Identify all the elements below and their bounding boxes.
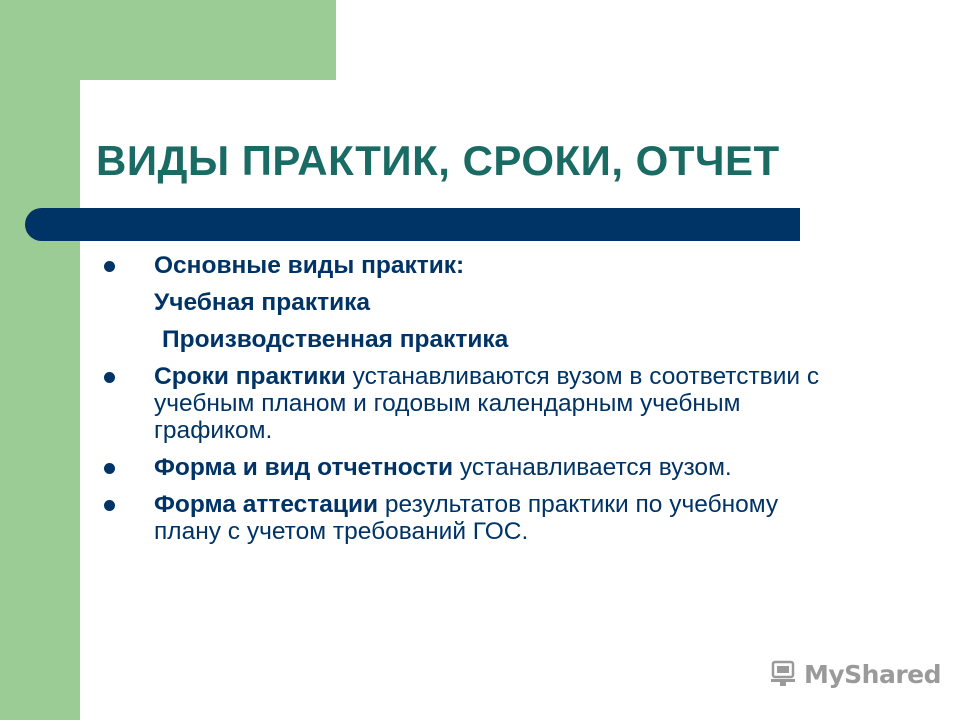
slide-body xyxy=(104,252,844,555)
title-underline-bar xyxy=(25,208,800,241)
bullet-dot-icon xyxy=(104,463,115,474)
watermark-logo[interactable] xyxy=(768,654,941,694)
list-item xyxy=(104,326,844,353)
green-sidebar xyxy=(0,0,80,720)
list-item xyxy=(104,491,844,545)
item-bold-text: Основные виды практик: xyxy=(154,252,465,279)
list-item xyxy=(104,252,844,279)
list-item xyxy=(104,289,844,316)
item-bold-text: Учебная практика xyxy=(154,289,371,316)
green-top-band xyxy=(0,0,336,80)
list-item xyxy=(104,363,844,444)
item-text: устанавливаются вузом в соответствии с учебным планом и годовым календарным учебным графиком. xyxy=(154,363,820,444)
bullet-dot-icon xyxy=(104,261,115,272)
bullet-dot-icon xyxy=(104,500,115,511)
item-bold-text: Форма аттестации xyxy=(154,491,379,518)
slide-title: ВИДЫ ПРАКТИК, СРОКИ, ОТЧЕТ xyxy=(96,137,780,184)
item-text: устанавливается вузом. xyxy=(453,454,732,481)
watermark-text: MyShared xyxy=(804,659,942,689)
item-text: результатов практики по учебному плану с учетом требований ГОС. xyxy=(154,491,779,545)
item-bold-text: Производственная практика xyxy=(162,326,509,353)
item-bold-text: Форма и вид отчетности xyxy=(154,454,454,481)
monitor-icon xyxy=(768,660,798,688)
bullet-dot-icon xyxy=(104,372,115,383)
item-bold-text: Сроки практики xyxy=(154,363,346,390)
list-item xyxy=(104,454,844,481)
